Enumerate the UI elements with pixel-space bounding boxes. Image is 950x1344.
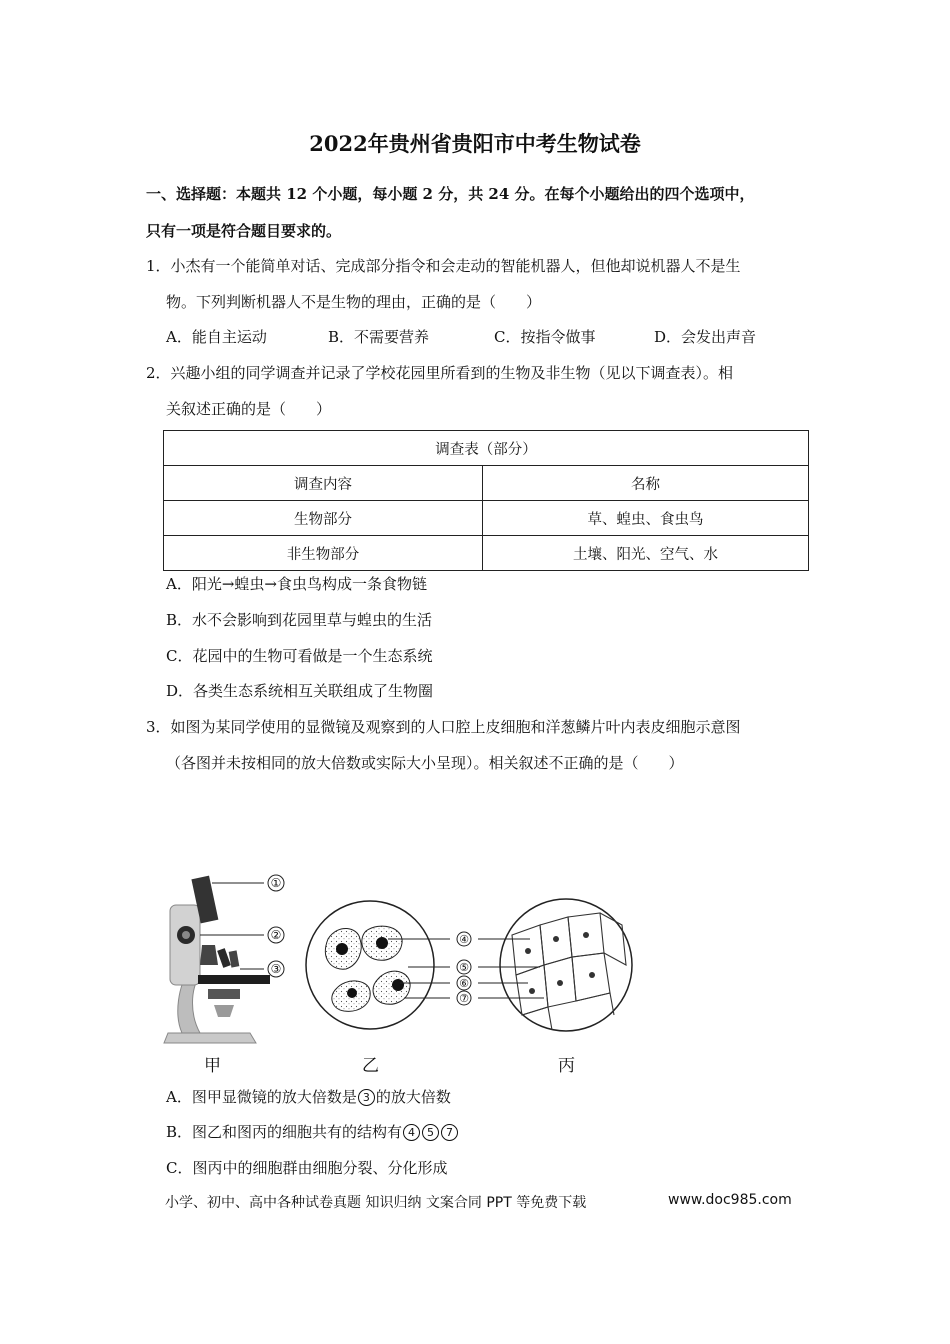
section-heading-line1: 一、选择题：本题共 12 个小题，每小题 2 分，共 24 分。在每个小题给出的四个选项中， (146, 185, 755, 203)
q2-option-b: B．水不会影响到花园里草与蝗虫的生活 (166, 611, 433, 629)
q3-option-b (166, 1121, 459, 1142)
q3-option-a-text: A．图甲显微镜的放大倍数是 (166, 1088, 357, 1106)
footer-website-link[interactable]: www.doc985.com (668, 1192, 792, 1208)
q1-stem-line2: 物。下列判断机器人不是生物的理由，正确的是（ ） (166, 293, 542, 311)
q1-stem-line1: 1．小杰有一个能简单对话、完成部分指令和会走动的智能机器人，但他却说机器人不是生 (146, 257, 741, 275)
figure-label-bing: 丙 (558, 1056, 575, 1076)
marker-7: ⑦ (459, 992, 469, 1005)
circled-number: 5 (422, 1124, 439, 1141)
q2-option-c: C．花园中的生物可看做是一个生态系统 (166, 647, 433, 665)
q3-option-a-text: 的放大倍数 (375, 1088, 451, 1106)
page-title: 2022年贵州省贵阳市中考生物试卷 (309, 131, 641, 156)
table-cell: 生物部分 (164, 501, 483, 536)
table-cell: 非生物部分 (164, 536, 483, 571)
q1-option-b: B．不需要营养 (328, 328, 430, 346)
circled-number: 4 (403, 1124, 420, 1141)
microscope-cell-figure (160, 865, 640, 1075)
q1-option-d: D．会发出声音 (654, 328, 757, 346)
q2-option-a: A．阳光→蝗虫→食虫鸟构成一条食物链 (166, 575, 427, 593)
q3-stem-line2: （各图并未按相同的放大倍数或实际大小呈现）。相关叙述不正确的是（ ） (166, 754, 684, 772)
circled-number: 7 (441, 1124, 458, 1141)
marker-4: ④ (459, 933, 469, 946)
onion-cell-view (500, 899, 632, 1031)
table-row (164, 501, 809, 536)
microscope-drawing (164, 876, 270, 1043)
survey-table (163, 430, 809, 571)
survey-table-header: 调查内容 (164, 466, 483, 501)
marker-2: ② (270, 928, 282, 942)
q1-option-c: C．按指令做事 (494, 328, 596, 346)
q2-option-d: D．各类生态系统相互关联组成了生物圈 (166, 682, 434, 700)
marker-6: ⑥ (459, 977, 469, 990)
q3-option-a (166, 1086, 451, 1107)
circled-number: 3 (358, 1089, 375, 1106)
marker-3: ③ (270, 962, 282, 976)
q3-stem-line1: 3．如图为某同学使用的显微镜及观察到的人口腔上皮细胞和洋葱鳞片叶内表皮细胞示意图 (146, 718, 741, 736)
survey-table-header: 名称 (483, 466, 809, 501)
footer-promo-text: 小学、初中、高中各种试卷真题 知识归纳 文案合同 PPT 等免费下载 (165, 1195, 587, 1211)
q3-option-c: C．图丙中的细胞群由细胞分裂、分化形成 (166, 1159, 448, 1177)
table-row (164, 536, 809, 571)
q3-option-b-text: B．图乙和图丙的细胞共有的结构有 (166, 1123, 403, 1141)
marker-1: ① (270, 876, 282, 890)
q2-stem-line2: 关叙述正确的是（ ） (166, 400, 332, 418)
table-cell: 土壤、阳光、空气、水 (483, 536, 809, 571)
survey-table-caption: 调查表（部分） (164, 431, 809, 466)
table-cell: 草、蝗虫、食虫鸟 (483, 501, 809, 536)
q1-option-a: A．能自主运动 (166, 328, 267, 346)
cheek-cell-view (306, 901, 434, 1029)
section-heading-line2: 只有一项是符合题目要求的。 (146, 222, 342, 240)
figure-label-yi: 乙 (362, 1056, 379, 1076)
figure-label-jia: 甲 (204, 1056, 221, 1076)
figure-illustration (160, 865, 640, 1075)
q2-stem-line1: 2．兴趣小组的同学调查并记录了学校花园里所看到的生物及非生物（见以下调查表）。相 (146, 364, 734, 382)
marker-5: ⑤ (459, 961, 469, 974)
